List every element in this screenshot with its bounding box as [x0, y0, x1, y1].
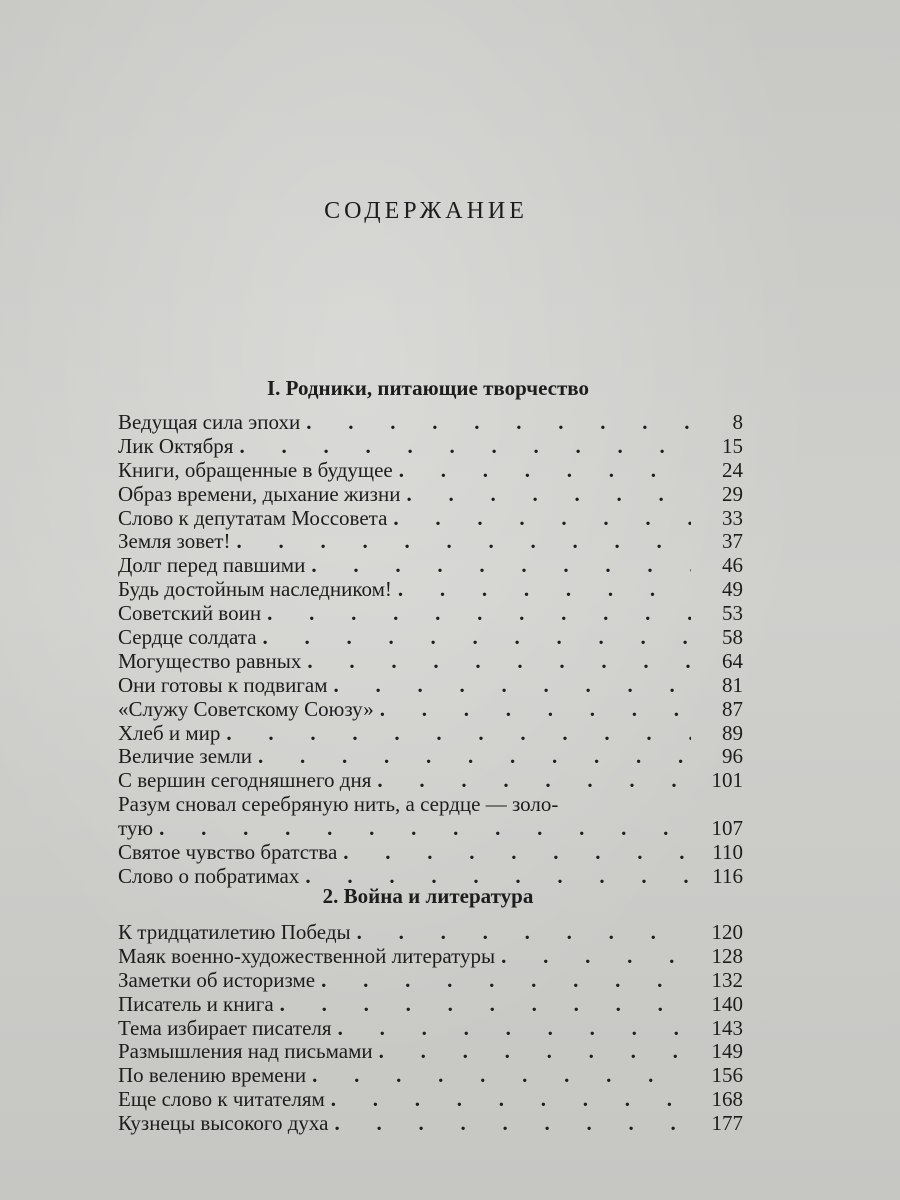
toc-entry-page-number: 15 [722, 433, 743, 458]
toc-entry-page-number: 177 [711, 1111, 743, 1136]
toc-entry [118, 1112, 743, 1136]
toc-entry-page-number: 81 [722, 672, 743, 697]
toc-entry-page-number: 37 [722, 529, 743, 554]
section-title-1: I. Родники, питающие творчество [266, 376, 590, 400]
toc-entry [118, 1040, 743, 1064]
toc-entry [118, 841, 743, 865]
toc-entry [118, 969, 743, 993]
dot-leader [239, 435, 691, 459]
dot-leader [399, 459, 691, 483]
dot-leader [377, 769, 691, 793]
toc-entry-page-number: 140 [711, 991, 743, 1016]
toc-entry-title: Книги, обращенные в будущее [118, 457, 393, 482]
dot-leader [263, 626, 691, 650]
toc-entry-title: Ведущая сила эпохи [118, 410, 301, 434]
toc-entry [118, 674, 743, 698]
toc-entry-title: С вершин сегодняшнего дня [118, 768, 372, 793]
dot-leader [307, 650, 691, 674]
toc-entry-page-number: 87 [722, 696, 743, 721]
toc-entry [118, 921, 743, 945]
toc-entry-page-number: 96 [722, 744, 743, 769]
dot-leader [312, 1064, 691, 1088]
toc-entry-title: Лик Октября [118, 433, 234, 458]
toc-entry [118, 1064, 743, 1088]
toc-entry-page-number: 89 [722, 720, 743, 745]
toc-entry-page-number: 110 [712, 840, 743, 865]
toc-entry-title: Величие земли [118, 744, 253, 769]
toc-entry-title: Писатель и книга [118, 991, 274, 1016]
toc-entry-title: Святое чувство братства [118, 840, 338, 865]
toc-entry [118, 578, 743, 602]
toc-entry [118, 530, 743, 554]
toc-entry-page-number: 24 [722, 457, 743, 482]
toc-entry [118, 793, 743, 817]
toc-entry-title: тую [118, 816, 154, 841]
toc-entry-page-number: 33 [722, 505, 743, 530]
toc-entry [118, 769, 743, 793]
dot-leader [501, 945, 691, 969]
toc-entry-page-number: 168 [711, 1087, 743, 1112]
toc-entry-title: Кузнецы высокого духа [118, 1111, 329, 1136]
section-title-2: 2. Война и литература [322, 884, 534, 908]
dot-leader [311, 554, 691, 578]
toc-entry [118, 626, 743, 650]
toc-entry-page-number: 120 [711, 920, 743, 944]
dot-leader [393, 507, 691, 531]
toc-entry-page-number: 143 [711, 1015, 743, 1040]
dot-leader [406, 483, 691, 507]
toc-entry [118, 1017, 743, 1041]
toc-entry [118, 945, 743, 969]
toc-entry-title: Земля зовет! [118, 529, 231, 554]
dot-leader [398, 578, 691, 602]
toc-entry-title: Образ времени, дыхание жизни [118, 481, 401, 506]
section-1-entries [118, 411, 743, 889]
toc-entry-title: Слово о побратимах [118, 863, 300, 888]
dot-leader [226, 722, 691, 746]
toc-entry-title: «Служу Советскому Союзу» [118, 696, 374, 721]
dot-leader [338, 1017, 691, 1041]
toc-entry-title: Еще слово к читателям [118, 1087, 325, 1112]
toc-entry-title: Слово к депутатам Моссовета [118, 505, 388, 530]
toc-entry-page-number: 49 [722, 577, 743, 602]
dot-leader [306, 411, 691, 435]
contents-heading: СОДЕРЖАНИЕ [324, 198, 528, 224]
toc-entry-page-number: 128 [711, 943, 743, 968]
dot-leader [331, 1088, 691, 1112]
toc-entry [118, 1088, 743, 1112]
dot-leader [267, 602, 691, 626]
toc-entry-title: Заметки об историзме [118, 967, 316, 992]
dot-leader [280, 993, 691, 1017]
toc-entry-title: По велению времени [118, 1063, 307, 1088]
toc-entry [118, 817, 743, 841]
dot-leader [236, 530, 691, 554]
toc-entry-page-number: 132 [711, 967, 743, 992]
dot-leader [159, 817, 691, 841]
dot-leader [334, 1112, 691, 1136]
toc-entry-page-number: 116 [712, 863, 743, 888]
toc-entry-title: Будь достойным наследником! [118, 577, 392, 602]
toc-entry-title: Хлеб и мир [118, 720, 221, 745]
toc-entry-page-number: 149 [711, 1039, 743, 1064]
dot-leader [357, 921, 691, 945]
toc-entry-title: Размышления над письмами [118, 1039, 373, 1064]
toc-entry [118, 745, 743, 769]
dot-leader [380, 698, 691, 722]
toc-entry [118, 483, 743, 507]
toc-entry-page-number: 29 [722, 481, 743, 506]
dot-leader [334, 674, 691, 698]
toc-entry-page-number: 64 [722, 648, 743, 673]
toc-entry-page-number: 156 [711, 1063, 743, 1088]
toc-entry-page-number: 107 [711, 816, 743, 841]
toc-entry [118, 507, 743, 531]
toc-entry-page-number: 46 [722, 553, 743, 578]
toc-entry-page-number: 53 [722, 601, 743, 626]
toc-entry [118, 650, 743, 674]
toc-entry-title: К тридцатилетию Победы [118, 920, 351, 944]
toc-entry [118, 411, 743, 435]
toc-entry-title: Советский воин [118, 601, 262, 626]
toc-entry-title: Тема избирает писателя [118, 1015, 332, 1040]
dot-leader [379, 1040, 691, 1064]
toc-entry [118, 722, 743, 746]
toc-entry [118, 993, 743, 1017]
toc-entry-page-number: 58 [722, 625, 743, 650]
section-2-entries [118, 921, 743, 1136]
toc-entry [118, 459, 743, 483]
toc-entry [118, 554, 743, 578]
toc-entry-page-number: 101 [711, 768, 743, 793]
toc-entry [118, 602, 743, 626]
toc-entry-title: Они готовы к подвигам [118, 672, 328, 697]
dot-leader [258, 745, 691, 769]
toc-entry-title: Разум сновал серебряную нить, а сердце — золо- [118, 792, 559, 817]
toc-entry-page-number: 8 [732, 410, 743, 434]
toc-entry [118, 698, 743, 722]
dot-leader [321, 969, 691, 993]
dot-leader [343, 841, 691, 865]
toc-entry [118, 435, 743, 459]
toc-entry-title: Сердце солдата [118, 625, 257, 650]
toc-entry-title: Маяк военно-художественной литературы [118, 943, 496, 968]
toc-entry-title: Могущество равных [118, 648, 302, 673]
toc-entry-title: Долг перед павшими [118, 553, 306, 578]
